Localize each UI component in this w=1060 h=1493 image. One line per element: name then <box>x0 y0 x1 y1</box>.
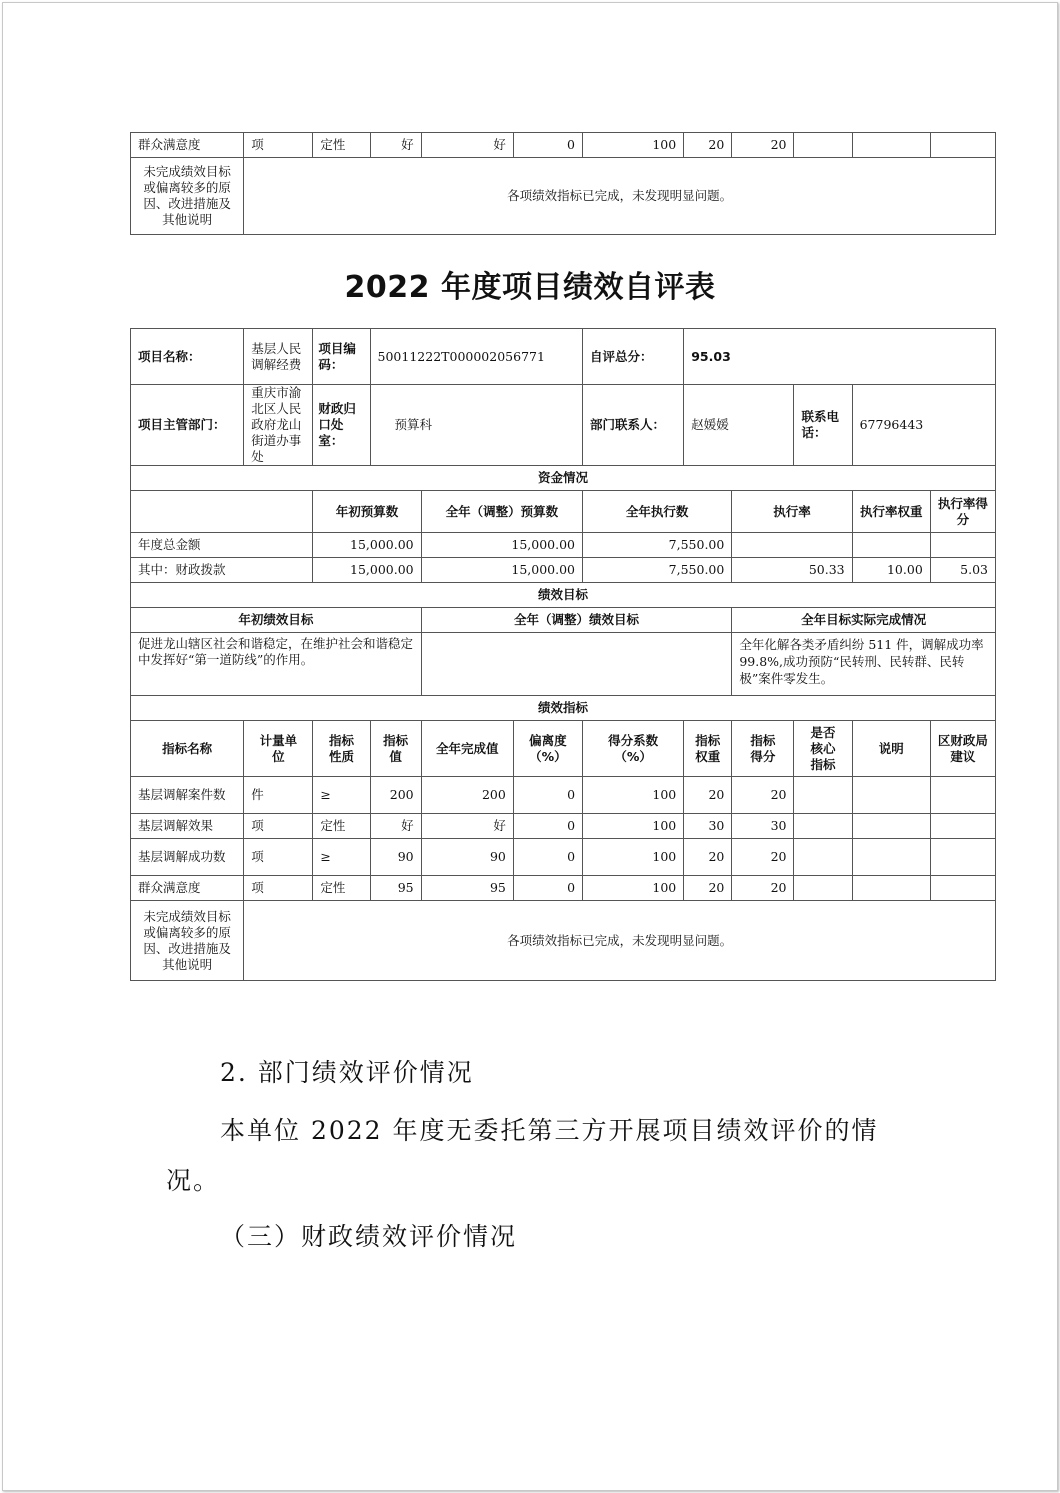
indicator-coefficient: 100 <box>583 777 684 814</box>
funds-adjusted: 15,000.00 <box>421 558 582 583</box>
funds-score <box>930 533 995 558</box>
indicator-core <box>794 814 852 839</box>
indicator-suggestion <box>930 839 995 876</box>
funds-initial: 15,000.00 <box>313 558 421 583</box>
indicator-done: 好 <box>421 814 513 839</box>
indicator-nature: ≥ <box>313 777 370 814</box>
indicator-unit: 件 <box>244 777 313 814</box>
ind-col-nature: 指标性质 <box>313 721 370 777</box>
evaluation-table <box>130 328 996 981</box>
indicator-name: 基层调解效果 <box>131 814 244 839</box>
indicator-name: 群众满意度 <box>131 133 244 158</box>
indicator-unit: 项 <box>244 839 313 876</box>
total-score: 95.03 <box>684 329 996 385</box>
table-row <box>131 133 996 158</box>
funds-col-rate: 执行率 <box>732 491 852 533</box>
finance-office-label: 财政归口处室： <box>313 385 370 466</box>
indicator-weight: 20 <box>684 839 732 876</box>
ind-col-value: 指标值 <box>370 721 421 777</box>
ind-col-deviation: 偏离度（%） <box>513 721 582 777</box>
indicator-note <box>852 876 930 901</box>
funds-col-score: 执行率得分 <box>930 491 995 533</box>
indicator-score: 20 <box>732 839 794 876</box>
indicator-score: 20 <box>732 876 794 901</box>
project-name-label: 项目名称： <box>131 329 244 385</box>
indicator-suggestion <box>930 777 995 814</box>
indicator-unit: 项 <box>244 133 313 158</box>
indicator-weight: 20 <box>684 777 732 814</box>
indicator-name: 基层调解成功数 <box>131 839 244 876</box>
reason-label: 未完成绩效目标或偏离较多的原因、改进措施及其他说明 <box>131 901 244 981</box>
phone: 67796443 <box>852 385 995 466</box>
phone-label: 联系电话： <box>794 385 852 466</box>
indicator-nature: 定性 <box>313 876 370 901</box>
funds-initial: 15,000.00 <box>313 533 421 558</box>
ind-col-weight: 指标权重 <box>684 721 732 777</box>
ind-col-note: 说明 <box>852 721 930 777</box>
table-row <box>131 158 996 235</box>
indicator-done: 90 <box>421 839 513 876</box>
indicator-note <box>852 839 930 876</box>
indicator-value: 好 <box>370 814 421 839</box>
indicator-unit: 项 <box>244 876 313 901</box>
indicator-weight: 30 <box>684 814 732 839</box>
table-row <box>131 814 996 839</box>
section-heading-dept-evaluation: 2. 部门绩效评价情况 <box>220 1058 474 1087</box>
project-code-label: 项目编码： <box>313 329 370 385</box>
indicator-nature: 定性 <box>313 133 370 158</box>
funds-corner <box>131 491 313 533</box>
indicator-core <box>794 839 852 876</box>
indicator-core <box>794 133 852 158</box>
indicator-note <box>852 133 930 158</box>
ind-col-suggestion: 区财政局建议 <box>930 721 995 777</box>
reason-text: 各项绩效指标已完成，未发现明显问题。 <box>244 901 996 981</box>
indicator-unit: 项 <box>244 814 313 839</box>
ind-col-name: 指标名称 <box>131 721 244 777</box>
top-indicator-table <box>130 132 996 235</box>
table-row <box>131 721 996 777</box>
table-row <box>131 385 996 466</box>
table-row <box>131 329 996 385</box>
ind-col-unit: 计量单位 <box>244 721 313 777</box>
funds-weight: 10.00 <box>852 558 930 583</box>
ind-col-coefficient: 得分系数（%） <box>583 721 684 777</box>
indicator-note <box>852 777 930 814</box>
indicator-done: 好 <box>421 133 513 158</box>
table-row <box>131 839 996 876</box>
funds-header: 资金情况 <box>131 466 996 491</box>
indicator-coefficient: 100 <box>583 814 684 839</box>
indicator-score: 30 <box>732 814 794 839</box>
table-row <box>131 491 996 533</box>
indicator-name: 群众满意度 <box>131 876 244 901</box>
indicator-value: 95 <box>370 876 421 901</box>
table-row <box>131 876 996 901</box>
funds-col-adjusted: 全年（调整）预算数 <box>421 491 582 533</box>
table-row <box>131 696 996 721</box>
table-row <box>131 777 996 814</box>
indicator-coefficient: 100 <box>583 876 684 901</box>
table-row <box>131 633 996 696</box>
table-row <box>131 901 996 981</box>
reason-text: 各项绩效指标已完成，未发现明显问题。 <box>244 158 996 235</box>
indicator-core <box>794 876 852 901</box>
table-row <box>131 583 996 608</box>
goal-adjusted <box>421 633 732 696</box>
indicator-coefficient: 100 <box>583 133 684 158</box>
table-row <box>131 533 996 558</box>
indicator-weight: 20 <box>684 876 732 901</box>
indicator-deviation: 0 <box>513 839 582 876</box>
section-heading-finance-evaluation: （三）财政绩效评价情况 <box>220 1222 518 1251</box>
indicator-core <box>794 777 852 814</box>
indicator-deviation: 0 <box>513 814 582 839</box>
reason-label: 未完成绩效目标或偏离较多的原因、改进措施及其他说明 <box>131 158 244 235</box>
paragraph-line-2: 况。 <box>166 1166 221 1195</box>
indicator-value: 好 <box>370 133 421 158</box>
funds-row-label: 年度总金额 <box>131 533 313 558</box>
indicator-name: 基层调解案件数 <box>131 777 244 814</box>
ind-col-core: 是否核心指标 <box>794 721 852 777</box>
table-row <box>131 608 996 633</box>
goal-actual: 全年化解各类矛盾纠纷 511 件，调解成功率 99.8%,成功预防“民转刑、民转群、民转极”案件零发生。 <box>732 633 996 696</box>
indicators-header: 绩效指标 <box>131 696 996 721</box>
goals-header: 绩效目标 <box>131 583 996 608</box>
contact: 赵媛媛 <box>684 385 794 466</box>
total-score-label: 自评总分： <box>583 329 684 385</box>
table-row <box>131 558 996 583</box>
funds-rate <box>732 533 852 558</box>
funds-adjusted: 15,000.00 <box>421 533 582 558</box>
ind-col-done: 全年完成值 <box>421 721 513 777</box>
contact-label: 部门联系人： <box>583 385 684 466</box>
dept: 重庆市渝北区人民政府龙山街道办事处 <box>244 385 313 466</box>
indicator-suggestion <box>930 876 995 901</box>
funds-weight <box>852 533 930 558</box>
indicator-value: 90 <box>370 839 421 876</box>
project-code: 50011222T000002056771 <box>370 329 582 385</box>
indicator-coefficient: 100 <box>583 839 684 876</box>
funds-executed: 7,550.00 <box>583 533 732 558</box>
funds-col-initial: 年初预算数 <box>313 491 421 533</box>
indicator-suggestion <box>930 814 995 839</box>
goals-col-actual: 全年目标实际完成情况 <box>732 608 996 633</box>
dept-label: 项目主管部门： <box>131 385 244 466</box>
indicator-deviation: 0 <box>513 876 582 901</box>
indicator-done: 200 <box>421 777 513 814</box>
funds-executed: 7,550.00 <box>583 558 732 583</box>
indicator-score: 20 <box>732 777 794 814</box>
funds-row-label: 其中：财政拨款 <box>131 558 313 583</box>
table-row <box>131 466 996 491</box>
indicator-score: 20 <box>732 133 794 158</box>
indicator-nature: ≥ <box>313 839 370 876</box>
indicator-deviation: 0 <box>513 777 582 814</box>
finance-office: 预算科 <box>370 385 582 466</box>
funds-rate: 50.33 <box>732 558 852 583</box>
paragraph-line-1: 本单位 2022 年度无委托第三方开展项目绩效评价的情 <box>220 1116 879 1145</box>
page-title: 2022 年度项目绩效自评表 <box>344 270 716 305</box>
indicator-deviation: 0 <box>513 133 582 158</box>
funds-col-executed: 全年执行数 <box>583 491 732 533</box>
indicator-note <box>852 814 930 839</box>
goal-initial: 促进龙山辖区社会和谐稳定，在维护社会和谐稳定中发挥好“第一道防线”的作用。 <box>131 633 422 696</box>
indicator-done: 95 <box>421 876 513 901</box>
project-name: 基层人民调解经费 <box>244 329 313 385</box>
indicator-value: 200 <box>370 777 421 814</box>
indicator-weight: 20 <box>684 133 732 158</box>
funds-col-weight: 执行率权重 <box>852 491 930 533</box>
goals-col-adjusted: 全年（调整）绩效目标 <box>421 608 732 633</box>
ind-col-score: 指标得分 <box>732 721 794 777</box>
goals-col-initial: 年初绩效目标 <box>131 608 422 633</box>
funds-score: 5.03 <box>930 558 995 583</box>
indicator-nature: 定性 <box>313 814 370 839</box>
indicator-suggestion <box>930 133 995 158</box>
